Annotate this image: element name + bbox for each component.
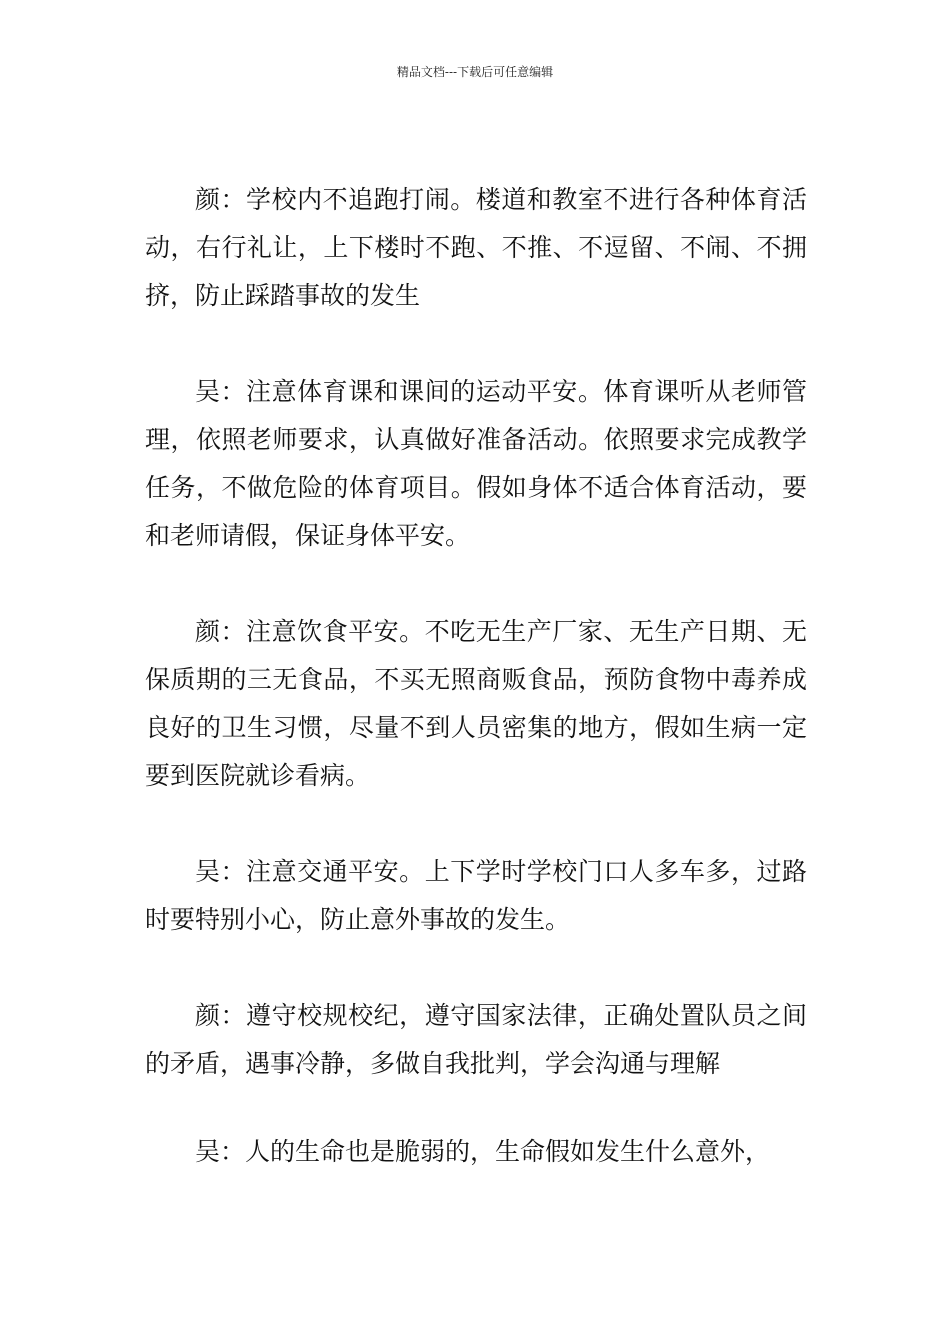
paragraph-6: 吴：人的生命也是脆弱的，生命假如发生什么意外， [195,1137,771,1166]
document-body [145,176,807,1176]
page-header: 精品文档---下载后可任意编辑 [396,65,554,79]
paragraph-1: 颜：学校内不追跑打闹。楼道和教室不进行各种体育活动，右行礼让，上下楼时不跑、不推、不逗留、不闹、不拥挤，防止踩踏事故的发生 [145,185,807,310]
paragraph-5: 颜：遵守校规校纪，遵守国家法律，正确处置队员之间的矛盾，遇事冷静，多做自我批判，学会沟通与理解 [145,1001,807,1078]
paragraph-2: 吴：注意体育课和课间的运动平安。体育课听从老师管理，依照老师要求，认真做好准备活动。依照要求完成教学任务，不做危险的体育项目。假如身体不适合体育活动，要和老师请假，保证身体平安。 [145,377,807,550]
paragraph-4: 吴：注意交通平安。上下学时学校门口人多车多，过路时要特别小心，防止意外事故的发生。 [145,857,807,934]
paragraph-3: 颜：注意饮食平安。不吃无生产厂家、无生产日期、无保质期的三无食品，不买无照商贩食品，预防食物中毒养成良好的卫生习惯，尽量不到人员密集的地方，假如生病一定要到医院就诊看病。 [145,617,807,790]
